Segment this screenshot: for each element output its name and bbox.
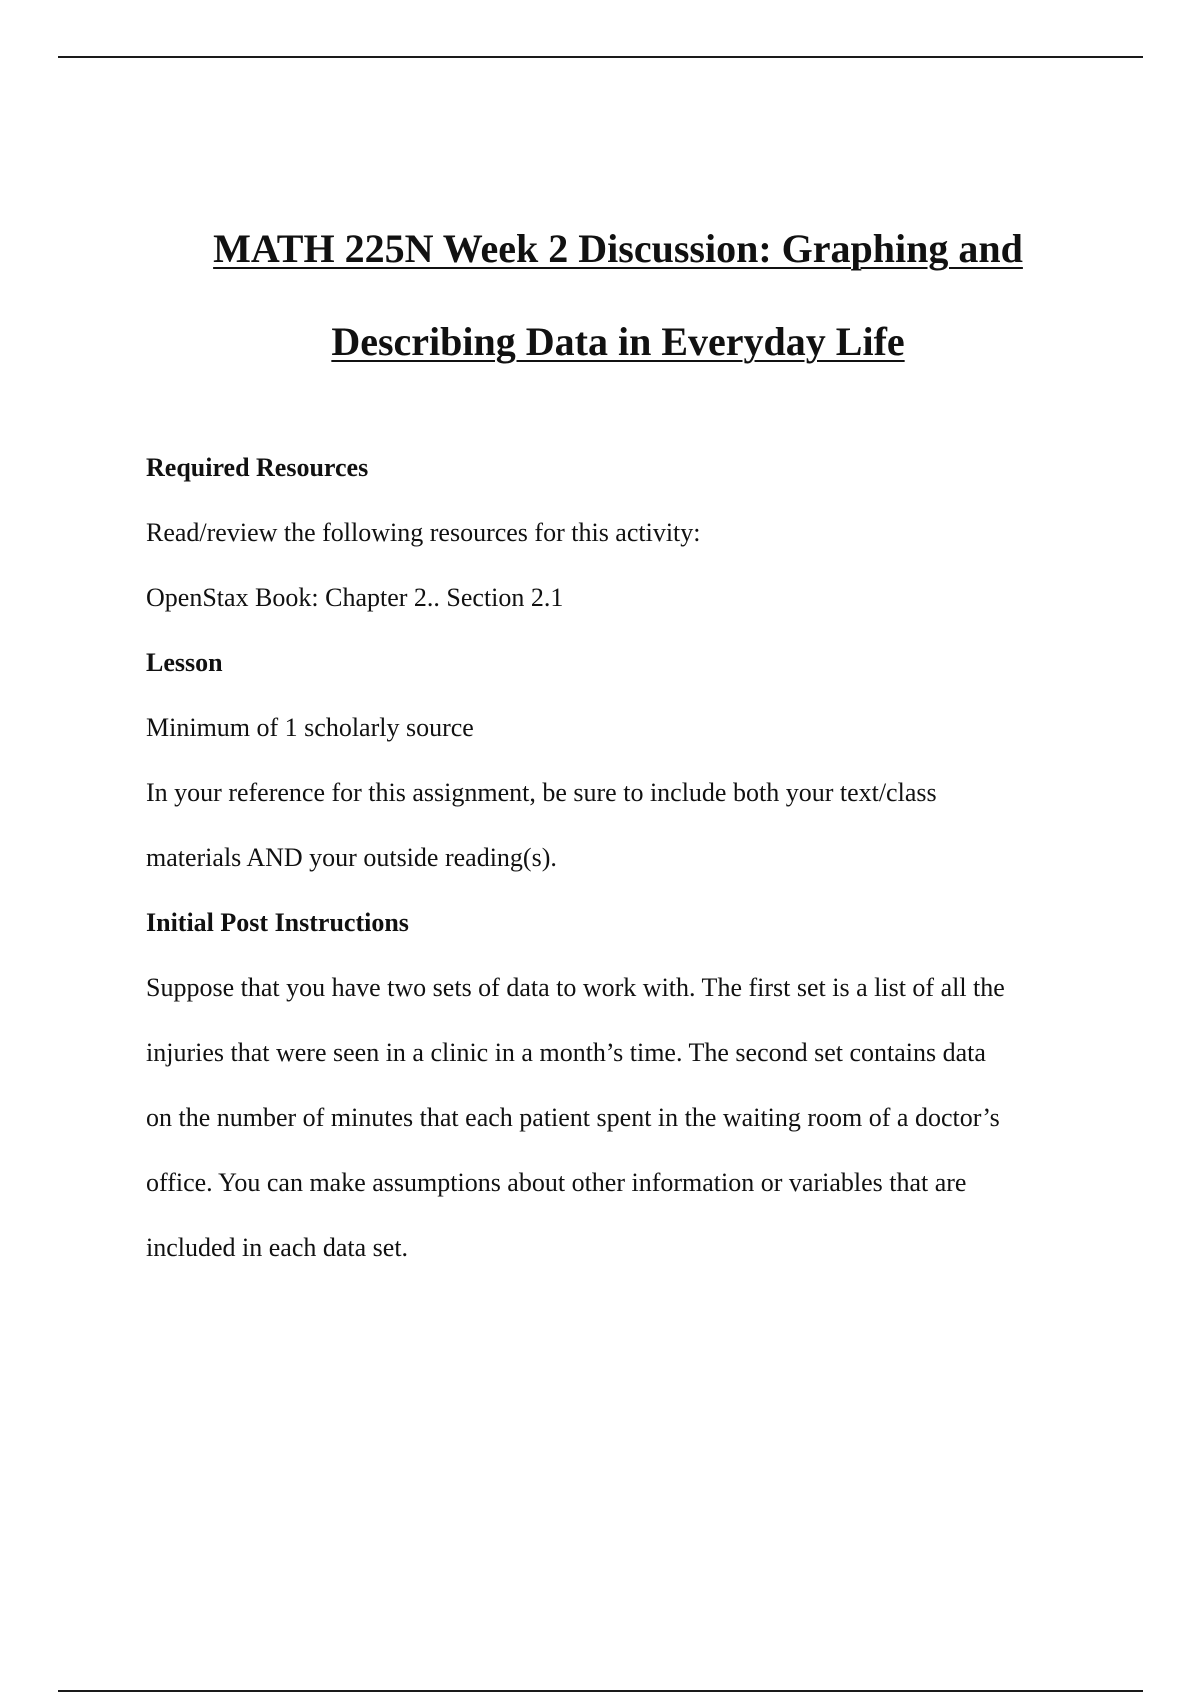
resources-intro: Read/review the following resources for this activity: [146, 518, 701, 547]
page-title-line-1: MATH 225N Week 2 Discussion: Graphing and [213, 226, 1023, 271]
instruction-line: Suppose that you have two sets of data to work with. The first set is a list of all the [146, 973, 1005, 1002]
resource-item: OpenStax Book: Chapter 2.. Section 2.1 [146, 583, 564, 612]
initial-post-heading: Initial Post Instructions [146, 908, 409, 937]
required-resources-heading: Required Resources [146, 453, 369, 482]
instruction-line: injuries that were seen in a clinic in a month’s time. The second set contains data [146, 1038, 986, 1067]
lesson-line: Minimum of 1 scholarly source [146, 713, 474, 742]
instruction-line: on the number of minutes that each patient spent in the waiting room of a doctor’s [146, 1103, 1000, 1132]
lesson-line: In your reference for this assignment, be sure to include both your text/class [146, 778, 937, 807]
instruction-line: included in each data set. [146, 1233, 409, 1262]
lesson-line: materials AND your outside reading(s). [146, 843, 557, 872]
page-title-line-2: Describing Data in Everyday Life [331, 319, 905, 364]
document-body [146, 453, 1106, 1298]
header-rule [58, 56, 1143, 58]
footer-rule [58, 1690, 1143, 1692]
instruction-line: office. You can make assumptions about other information or variables that are [146, 1168, 967, 1197]
lesson-heading: Lesson [146, 648, 223, 677]
